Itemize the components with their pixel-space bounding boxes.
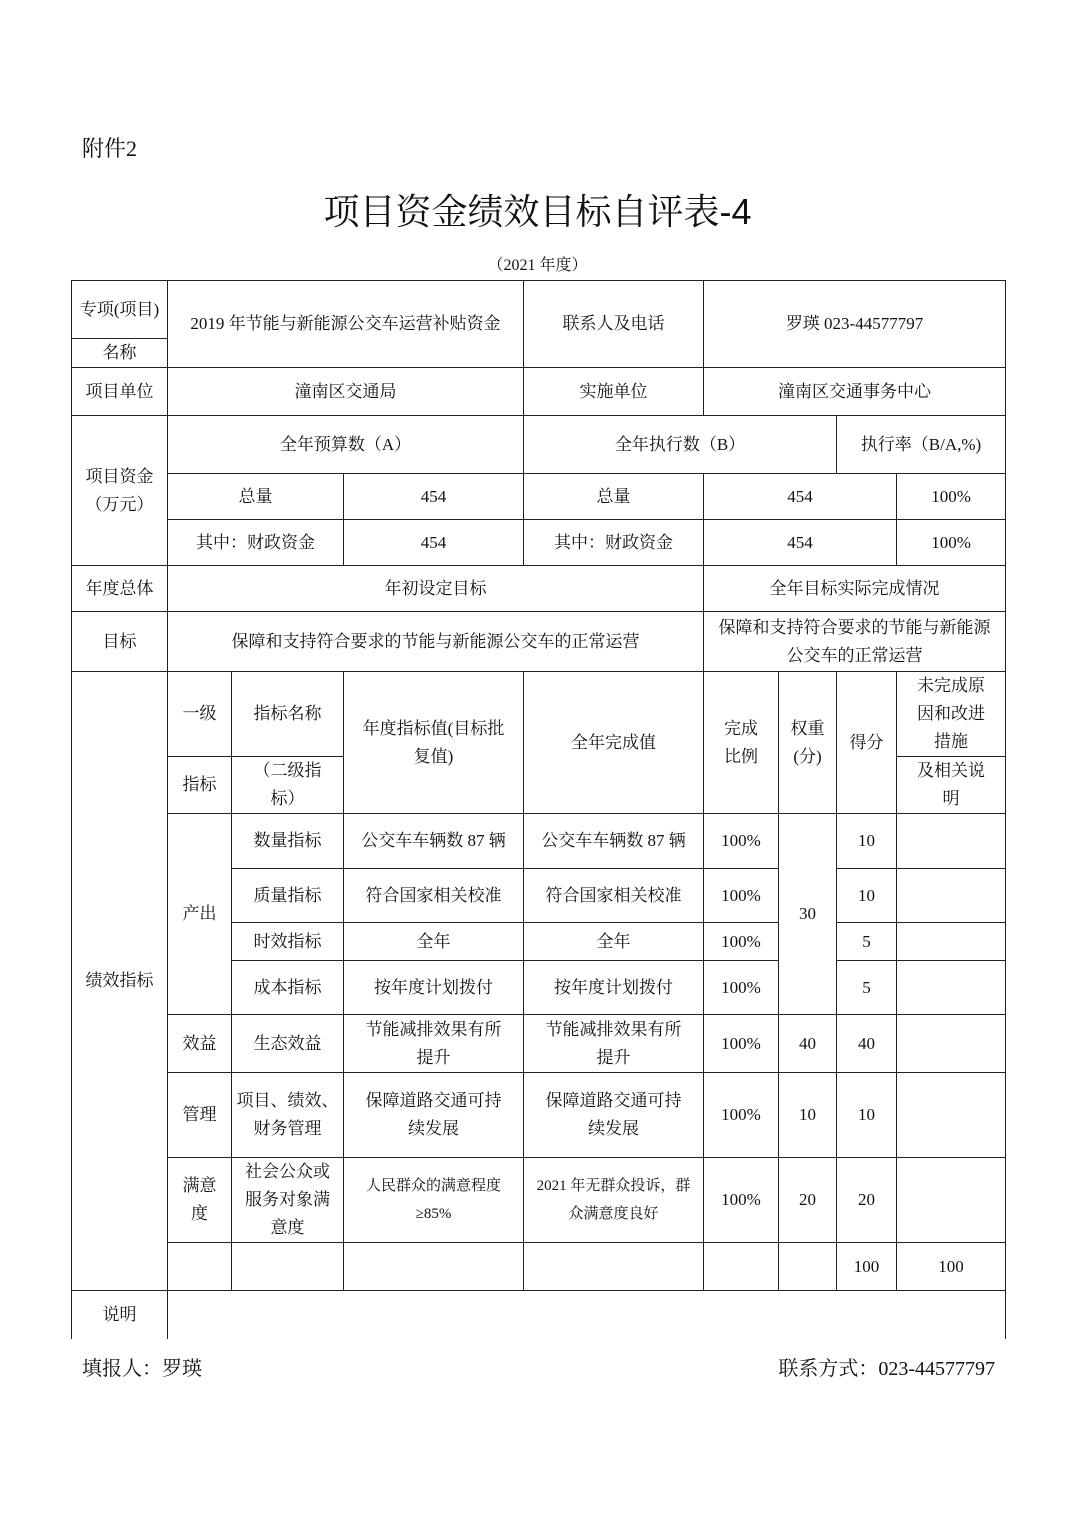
indicator-ratio: 100%: [704, 814, 779, 869]
indicator-reason: [897, 869, 1006, 923]
indicator-reason: [897, 961, 1006, 1015]
output-weight: 30: [779, 814, 837, 1015]
impl-value: 潼南区交通事务中心: [704, 368, 1006, 416]
indicator-actual: 按年度计划拨付: [524, 961, 704, 1015]
name-header-2: （二级指标）: [232, 757, 344, 814]
table-row: [72, 814, 1006, 869]
level1-header: 一级: [168, 672, 232, 757]
score-header: 得分: [837, 672, 897, 814]
indicator-name: 质量指标: [232, 869, 344, 923]
unit-label: 项目单位: [72, 368, 168, 416]
exec-header: 全年执行数（B）: [524, 416, 837, 474]
indicator-target: 保障道路交通可持续发展: [344, 1073, 524, 1158]
table-row: [72, 1015, 1006, 1073]
indicator-score: 5: [837, 961, 897, 1015]
indicator-reason: [897, 923, 1006, 961]
name-header: 指标名称: [232, 672, 344, 757]
weight-header: 权重(分): [779, 672, 837, 814]
rate-header: 执行率（B/A,%): [837, 416, 1006, 474]
budget-total-label: 总量: [168, 474, 344, 520]
page-title: 项目资金绩效目标自评表-4: [323, 191, 752, 232]
indicator-name: 成本指标: [232, 961, 344, 1015]
indicator-name: 时效指标: [232, 923, 344, 961]
empty-cell: [704, 1243, 779, 1291]
output-group: 产出: [168, 814, 232, 1015]
goal-actual-header: 全年目标实际完成情况: [704, 566, 1006, 612]
indicator-score: 40: [837, 1015, 897, 1073]
indicator-weight: 40: [779, 1015, 837, 1073]
indicator-target: 符合国家相关校准: [344, 869, 524, 923]
indicator-name: 项目、绩效、财务管理: [232, 1073, 344, 1158]
indicator-target: 全年: [344, 923, 524, 961]
goal-label-2: 目标: [72, 612, 168, 672]
indicator-ratio: 100%: [704, 1073, 779, 1158]
indicator-actual: 公交车车辆数 87 辆: [524, 814, 704, 869]
indicator-target: 节能减排效果有所提升: [344, 1015, 524, 1073]
total-weight: 100: [837, 1243, 897, 1291]
rate-fiscal: 100%: [897, 520, 1006, 566]
project-name-value: 2019 年节能与新能源公交车运营补贴资金: [168, 281, 524, 368]
empty-cell: [524, 1243, 704, 1291]
total-row: [72, 1243, 1006, 1291]
filler-label: 填报人：罗瑛: [82, 1358, 202, 1380]
budget-fiscal-value: 454: [344, 520, 524, 566]
exec-total-label: 总量: [524, 474, 704, 520]
budget-header: 全年预算数（A）: [168, 416, 524, 474]
indicator-ratio: 100%: [704, 1158, 779, 1243]
indicators-label: 绩效指标: [72, 672, 168, 1291]
indicator-ratio: 100%: [704, 961, 779, 1015]
total-score: 100: [897, 1243, 1006, 1291]
target-header: 年度指标值(目标批复值): [344, 672, 524, 814]
attachment-label: 附件2: [82, 136, 138, 161]
exec-fiscal-value: 454: [704, 520, 897, 566]
table-row: [72, 1158, 1006, 1243]
empty-cell: [779, 1243, 837, 1291]
indicator-score: 10: [837, 869, 897, 923]
budget-total-value: 454: [344, 474, 524, 520]
indicator-name: 数量指标: [232, 814, 344, 869]
impl-label: 实施单位: [524, 368, 704, 416]
indicator-name: 生态效益: [232, 1015, 344, 1073]
goal-set-value: 保障和支持符合要求的节能与新能源公交车的正常运营: [168, 612, 704, 672]
indicator-ratio: 100%: [704, 1015, 779, 1073]
indicator-ratio: 100%: [704, 869, 779, 923]
indicator-name: 社会公众或服务对象满意度: [232, 1158, 344, 1243]
project-name-label-2: 名称: [72, 339, 168, 368]
indicator-target: 人民群众的满意程度≥85%: [344, 1158, 524, 1243]
funds-label: 项目资金（万元）: [72, 416, 168, 566]
indicator-group: 效益: [168, 1015, 232, 1073]
year-label: （2021 年度）: [487, 257, 588, 274]
indicator-reason: [897, 1073, 1006, 1158]
indicator-score: 10: [837, 814, 897, 869]
empty-cell: [232, 1243, 344, 1291]
evaluation-table: [71, 280, 1006, 1339]
ratio-header: 完成比例: [704, 672, 779, 814]
indicator-reason: [897, 1015, 1006, 1073]
indicator-actual: 保障道路交通可持续发展: [524, 1073, 704, 1158]
indicator-weight: 10: [779, 1073, 837, 1158]
project-name-label: 专项(项目): [72, 281, 168, 339]
footer-contact: 联系方式：023-44577797: [778, 1358, 995, 1380]
note-label: 说明: [72, 1291, 168, 1339]
goal-set-header: 年初设定目标: [168, 566, 704, 612]
contact-value: 罗瑛 023-44577797: [704, 281, 1006, 368]
goal-actual-value: 保障和支持符合要求的节能与新能源公交车的正常运营: [704, 612, 1006, 672]
reason-header: 未完成原因和改进措施: [897, 672, 1006, 757]
table-row: [72, 1073, 1006, 1158]
indicator-target: 按年度计划拨付: [344, 961, 524, 1015]
rate-total: 100%: [897, 474, 1006, 520]
empty-cell: [344, 1243, 524, 1291]
indicator-weight: 20: [779, 1158, 837, 1243]
indicator-actual: 节能减排效果有所提升: [524, 1015, 704, 1073]
empty-cell: [168, 1243, 232, 1291]
indicator-reason: [897, 1158, 1006, 1243]
indicator-group: 管理: [168, 1073, 232, 1158]
indicator-actual: 符合国家相关校准: [524, 869, 704, 923]
budget-fiscal-label: 其中：财政资金: [168, 520, 344, 566]
goal-label: 年度总体: [72, 566, 168, 612]
actual-header: 全年完成值: [524, 672, 704, 814]
indicator-reason: [897, 814, 1006, 869]
contact-label: 联系人及电话: [524, 281, 704, 368]
indicator-score: 5: [837, 923, 897, 961]
reason-header-2: 及相关说明: [897, 757, 1006, 814]
indicator-score: 10: [837, 1073, 897, 1158]
unit-value: 潼南区交通局: [168, 368, 524, 416]
indicator-actual: 2021 年无群众投诉，群众满意度良好: [524, 1158, 704, 1243]
indicator-target: 公交车车辆数 87 辆: [344, 814, 524, 869]
indicator-score: 20: [837, 1158, 897, 1243]
indicator-actual: 全年: [524, 923, 704, 961]
level1-header-2: 指标: [168, 757, 232, 814]
indicator-ratio: 100%: [704, 923, 779, 961]
exec-fiscal-label: 其中：财政资金: [524, 520, 704, 566]
note-value: [168, 1291, 1006, 1339]
indicator-group: 满意度: [168, 1158, 232, 1243]
exec-total-value: 454: [704, 474, 897, 520]
